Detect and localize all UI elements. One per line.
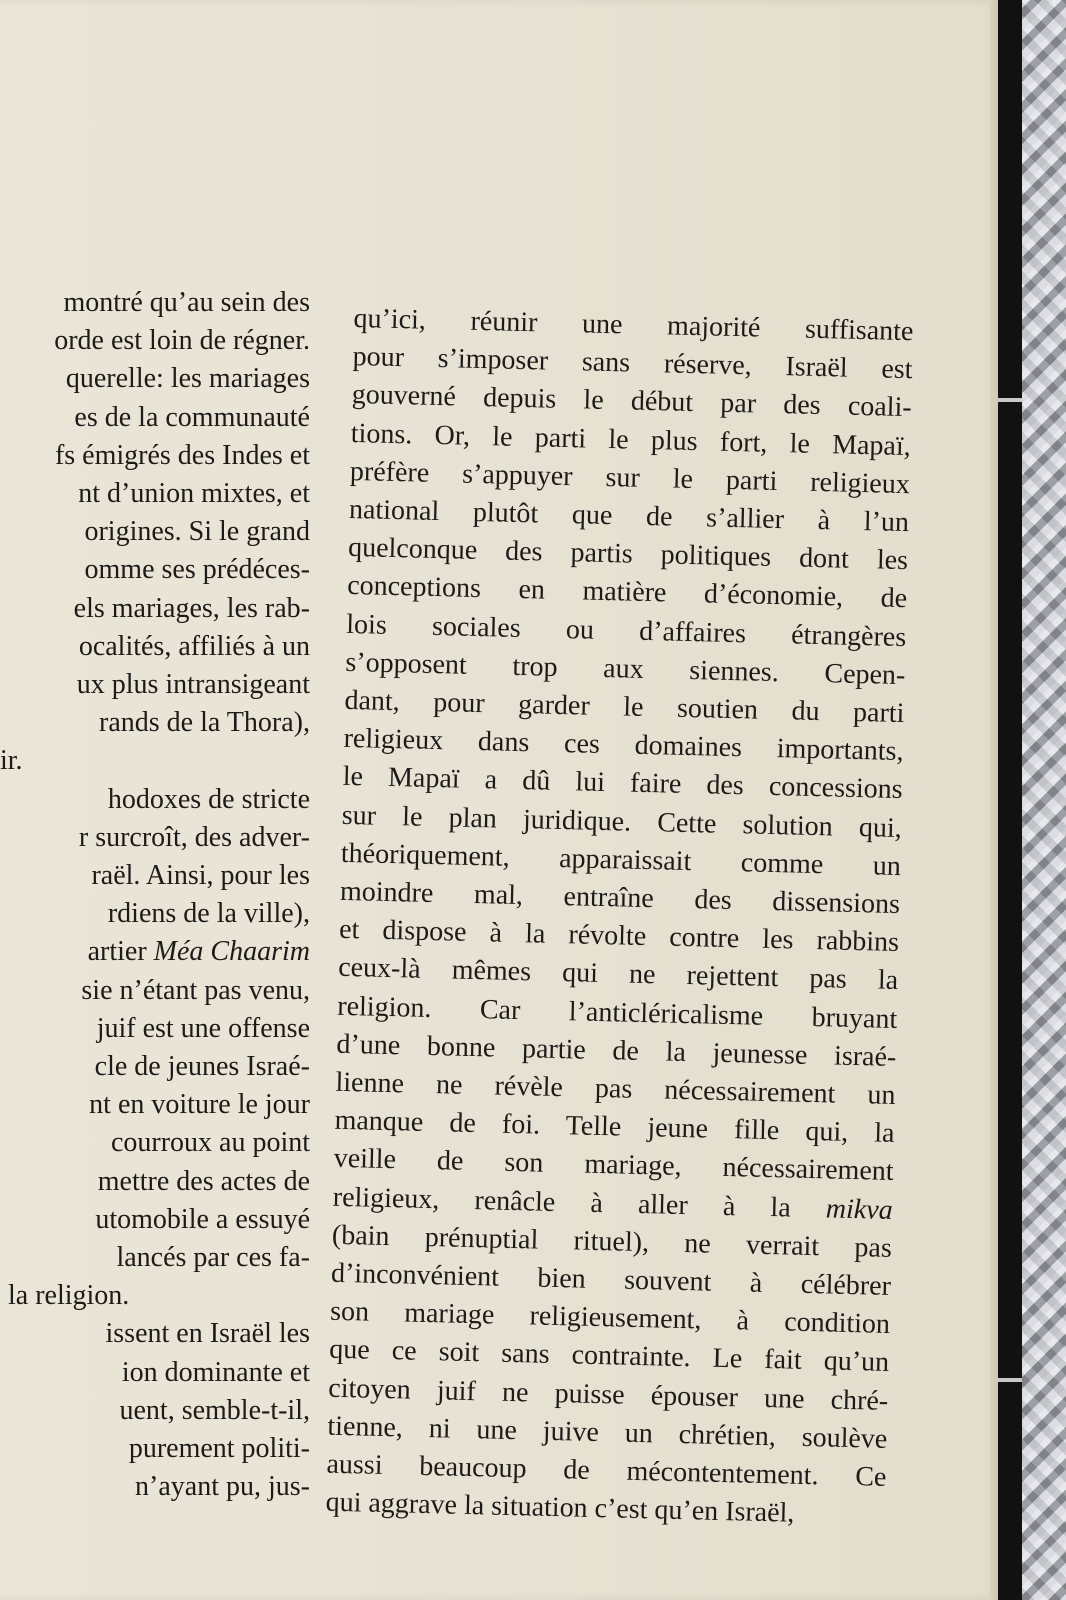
text-line: montré qu’au sein des	[63, 287, 310, 318]
text-line: nt d’union mixtes, et	[78, 478, 310, 510]
text-line: ocalités, affiliés à un	[78, 630, 310, 662]
binding-notch	[998, 398, 1022, 402]
text-line: ceux-là mêmes qui ne rejettent pas la	[337, 952, 899, 997]
text-line: conceptions en matière d’économie, de	[346, 570, 908, 615]
text-line: ir.	[0, 745, 23, 777]
text-line: sur le plan juridique. Cette solution qui,	[341, 799, 903, 844]
text-line: préfère s’appuyer sur le parti religieux	[349, 455, 911, 500]
text-line: lois sociales ou d’affaires étrangères	[345, 608, 907, 653]
text-line: national plutôt que de s’allier à l’un	[348, 493, 910, 539]
text-line: nt en voiture le jour	[89, 1089, 310, 1121]
left-text-column	[0, 284, 310, 1507]
foil-background	[1022, 0, 1066, 1600]
text-line: lancés par ces fa-	[116, 1242, 310, 1274]
text-line: utomobile a essuyé	[95, 1203, 310, 1235]
text-line: lienne ne révèle pas nécessairement un	[335, 1066, 896, 1112]
text-line: citoyen juif ne puisse épouser une chré-	[327, 1372, 889, 1417]
text-line: juif est une offense	[96, 1012, 310, 1044]
page-edge	[990, 0, 998, 1600]
text-line: fs émigrés des Indes et	[54, 439, 310, 471]
text-line: es de la communauté	[74, 401, 310, 433]
text-line: tions. Or, le parti le plus fort, le Mapaï,	[350, 417, 912, 462]
binding-notch	[998, 1378, 1022, 1382]
text-line: religion. Car l’anticléricalisme bruyant	[336, 990, 898, 1035]
text-line: origines. Si le grand	[84, 516, 310, 548]
text-line: veille de son mariage, nécessairement	[333, 1143, 894, 1188]
text-line: (bain prénuptial rituel), ne verrait pas	[331, 1219, 893, 1264]
text-line: omme ses prédéces-	[84, 554, 310, 586]
text-line: orde est loin de régner.	[54, 325, 310, 357]
text-line: et dispose à la révolte contre les rabbins	[338, 914, 900, 959]
text-line: rdiens de la ville),	[107, 898, 310, 930]
text-line: ion dominante et	[121, 1356, 310, 1388]
italic-term: mikva	[825, 1193, 894, 1226]
text-line: mettre des actes de	[97, 1165, 310, 1197]
text-line: els mariages, les rab-	[73, 592, 310, 624]
text-line: le Mapaï a dû lui faire des concessions	[342, 761, 903, 806]
text-line: n’ayant pu, jus-	[135, 1471, 310, 1503]
text-line: moindre mal, entraîne des dissensions	[339, 875, 901, 921]
text-line: issent en Israël les	[105, 1318, 310, 1350]
text-line: sie n’étant pas venu,	[81, 974, 310, 1006]
text-line: hodoxes de stricte	[107, 783, 310, 815]
text-line: gouverné depuis le début par des coali-	[351, 379, 912, 424]
italic-term: Méa Chaarim	[153, 936, 310, 968]
text-line: religieux, renâcle à aller à la mikva	[332, 1181, 894, 1226]
text-line: purement politi-	[128, 1433, 310, 1465]
text-line: aussi beaucoup de mécontentement. Ce	[326, 1448, 887, 1493]
book-binding	[998, 0, 1022, 1600]
text-line: religieux dans ces domaines importants,	[343, 723, 904, 768]
text-line: raël. Ainsi, pour les	[91, 860, 310, 892]
text-line: uent, semble-t-il,	[119, 1394, 310, 1426]
text-line: courroux au point	[110, 1127, 310, 1159]
text-line: la religion.	[8, 1280, 130, 1312]
text-line: que ce soit sans contrainte. Le fait qu’un	[328, 1334, 890, 1379]
text-line: dant, pour garder le soutien du parti	[344, 684, 905, 730]
text-line: quelconque des partis politiques dont les	[347, 532, 909, 577]
text-line: d’inconvénient bien souvent à célébrer	[330, 1257, 892, 1302]
text-line: d’une bonne partie de la jeunesse israé-	[336, 1028, 897, 1073]
right-text-column	[325, 300, 914, 1535]
text-line: s’opposent trop aux siennes. Cepen-	[345, 646, 906, 691]
text-line: tienne, ni une juive un chrétien, soulève	[327, 1410, 888, 1455]
text-line: rands de la Thora),	[99, 707, 310, 739]
text-line: théoriquement, apparaissait comme un	[340, 837, 902, 882]
text-line: querelle: les mariages	[65, 363, 310, 395]
text-line: cle de jeunes Israé-	[94, 1051, 310, 1083]
text-line: artier Méa Chaarim	[87, 936, 310, 968]
text-line: qui aggrave la situation c’est qu’en Israël,	[325, 1486, 795, 1530]
text-line: qu’ici, réunir une majorité suffisante	[353, 302, 914, 348]
text-line: son mariage religieusement, à condition	[329, 1296, 891, 1341]
text-line: ux plus intransigeant	[76, 669, 310, 701]
text-line: manque de foi. Telle jeune fille qui, la	[334, 1105, 895, 1150]
text-line: pour s’imposer sans réserve, Israël est	[352, 341, 913, 386]
text-line: r surcroît, des adver-	[78, 821, 310, 853]
